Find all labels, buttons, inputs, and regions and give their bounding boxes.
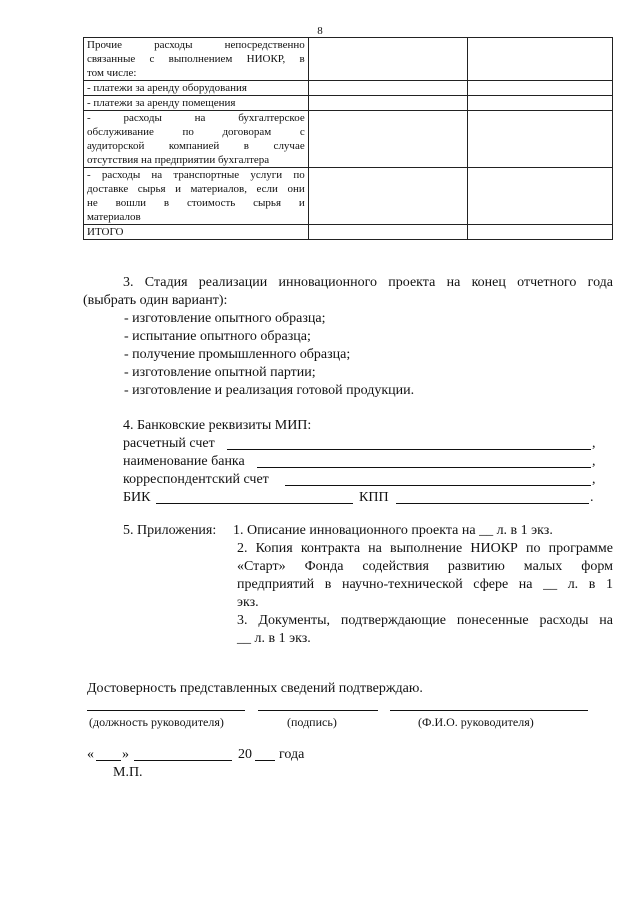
stage-option: - изготовление и реализация готовой продукции. <box>124 383 415 398</box>
table-row <box>84 168 613 225</box>
bik-field[interactable] <box>156 503 353 504</box>
bank-details-period: . <box>590 490 594 505</box>
table-row <box>84 225 613 240</box>
section3-heading-line1: 3. Стадия реализации инновационного проекта на конец отчетного года <box>123 275 613 290</box>
attachment-item-3-line: 3. Документы, подтверждающие понесенные расходы на <box>237 613 613 628</box>
expense-label-line: - платежи за аренду оборудования <box>87 82 247 94</box>
date-year-prefix: 20 <box>238 747 252 762</box>
expense-value-cell[interactable] <box>308 38 468 81</box>
signature-field[interactable] <box>258 710 378 711</box>
bank-name-label: наименование банка <box>123 454 245 469</box>
expenses-table <box>83 37 613 240</box>
expense-label-line: ИТОГО <box>87 226 124 238</box>
attachments-label: 5. Приложения: <box>123 523 217 538</box>
account-label: расчетный счет <box>123 436 215 451</box>
expense-value-cell[interactable] <box>468 168 613 225</box>
expense-value-cell[interactable] <box>468 38 613 81</box>
account-comma: , <box>592 436 596 451</box>
expense-label-line: - платежи за аренду помещения <box>87 97 236 109</box>
date-day-field[interactable] <box>96 760 121 761</box>
expense-label-cell <box>84 96 309 111</box>
stamp-place: М.П. <box>113 765 143 780</box>
expense-value-cell[interactable] <box>308 81 468 96</box>
bank-name-field[interactable] <box>257 467 591 468</box>
date-close-quote: » <box>122 747 129 762</box>
expense-value-cell[interactable] <box>468 96 613 111</box>
table-row <box>84 96 613 111</box>
expense-label-line: связанные с выполнением НИОКР, в <box>87 53 305 65</box>
stage-option: - изготовление опытной партии; <box>124 365 316 380</box>
expense-label-line: доставке сырья и материалов, если они <box>87 183 305 195</box>
attachment-item-1: 1. Описание инновационного проекта на __ л. в 1 экз. <box>233 523 553 538</box>
kpp-label: КПП <box>359 490 389 505</box>
expense-label-line: материалов <box>87 211 141 223</box>
correspondent-account-comma: , <box>592 472 596 487</box>
expense-label-line: - расходы на бухгалтерское <box>87 112 305 124</box>
section3-heading-line2: (выбрать один вариант): <box>83 293 228 308</box>
table-row <box>84 81 613 96</box>
expense-label-cell <box>84 168 309 225</box>
expense-label-line: аудиторской компанией в случае <box>87 140 305 152</box>
attachment-item-2-line: предприятий в научно-технической сфере на __ л. в 1 <box>237 577 613 592</box>
position-caption: (должность руководителя) <box>89 715 224 729</box>
correspondent-account-label: корреспондентский счет <box>123 472 269 487</box>
date-month-field[interactable] <box>134 760 232 761</box>
attachment-item-2-line: 2. Копия контракта на выполнение НИОКР по программе <box>237 541 613 556</box>
expense-label-line: отсутствия на предприятии бухгалтера <box>87 154 270 166</box>
expense-label-line: - расходы на транспортные услуги по <box>87 169 305 181</box>
stage-option: - получение промышленного образца; <box>124 347 351 362</box>
expense-value-cell[interactable] <box>308 96 468 111</box>
date-year-field[interactable] <box>255 760 275 761</box>
name-field[interactable] <box>390 710 588 711</box>
bank-details-heading: 4. Банковские реквизиты МИП: <box>123 418 312 433</box>
correspondent-account-field[interactable] <box>285 485 591 486</box>
table-row <box>84 38 613 81</box>
expense-label-cell <box>84 81 309 96</box>
signature-caption: (подпись) <box>287 715 337 729</box>
table-row <box>84 111 613 168</box>
bank-name-comma: , <box>592 454 596 469</box>
attachment-item-2-line: «Старт» Фонда содействия развитию малых форм <box>237 559 613 574</box>
kpp-field[interactable] <box>396 503 589 504</box>
expense-value-cell[interactable] <box>468 111 613 168</box>
expense-label-cell <box>84 225 309 240</box>
expense-value-cell[interactable] <box>308 111 468 168</box>
expense-label-cell <box>84 38 309 81</box>
bik-label: БИК <box>123 490 151 505</box>
date-open-quote: « <box>87 747 94 762</box>
stage-option: - изготовление опытного образца; <box>124 311 326 326</box>
expense-value-cell[interactable] <box>468 225 613 240</box>
certification-statement: Достоверность представленных сведений подтверждаю. <box>87 681 423 696</box>
expense-label-line: том числе: <box>87 67 137 79</box>
stage-option: - испытание опытного образца; <box>124 329 311 344</box>
expense-value-cell[interactable] <box>468 81 613 96</box>
attachment-item-3-line: __ л. в 1 экз. <box>237 631 311 646</box>
expense-label-line: Прочие расходы непосредственно <box>87 39 305 51</box>
expense-value-cell[interactable] <box>308 168 468 225</box>
attachment-item-2-line: экз. <box>237 595 259 610</box>
expense-label-cell <box>84 111 309 168</box>
account-field[interactable] <box>227 449 591 450</box>
expense-value-cell[interactable] <box>308 225 468 240</box>
name-caption: (Ф.И.О. руководителя) <box>418 715 534 729</box>
position-field[interactable] <box>87 710 245 711</box>
expense-label-line: обслуживание по договорам с <box>87 126 305 138</box>
date-year-suffix: года <box>279 747 305 762</box>
expense-label-line: не вошли в стоимость сырья и <box>87 197 305 209</box>
page-number: 8 <box>317 25 323 37</box>
